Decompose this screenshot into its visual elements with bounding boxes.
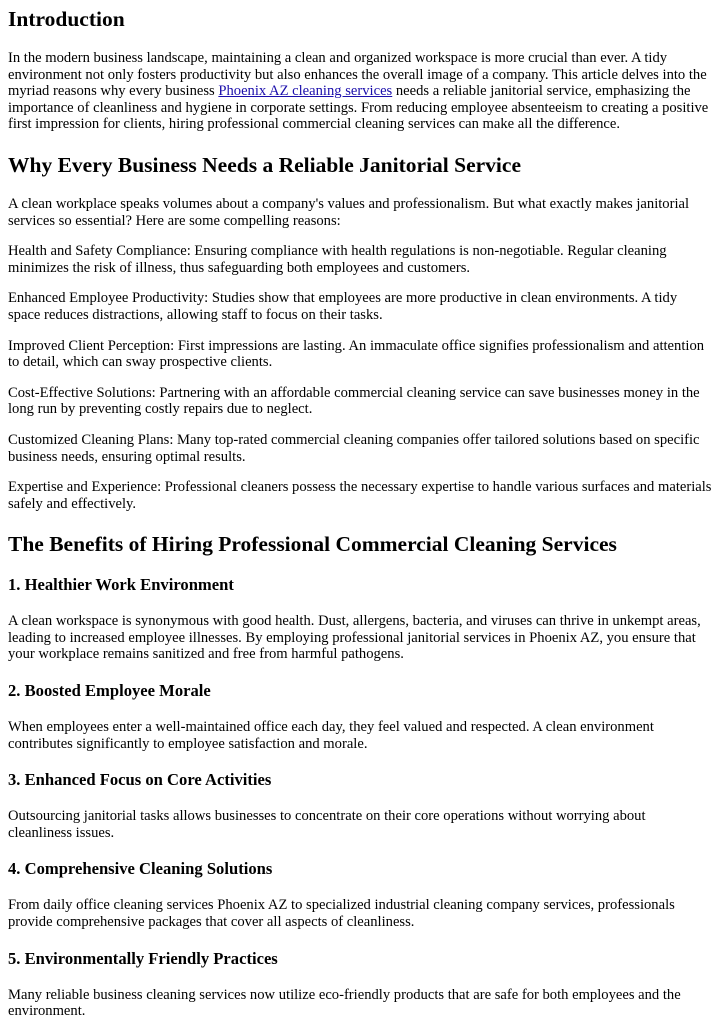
benefit-4-title: 4. Comprehensive Cleaning Solutions — [8, 859, 273, 879]
phoenix-cleaning-link[interactable]: Phoenix AZ cleaning services — [218, 83, 393, 100]
reason-cost-effective: Cost-Effective Solutions: Partnering with an affordable commercial cleaning service can save businesses money in the long run by preventing costly repairs due to neglect. — [8, 384, 700, 418]
intro-text-after-link: needs a reliable janitorial service, emphasizing the importance of cleanliness and hygiene in corporate settings. From reducing employee absenteeism to creating a positive first impression for clients, hiring professional commercial cleaning services can make all the difference. — [8, 83, 709, 133]
reason-expertise: Expertise and Experience: Professional cleaners possess the necessary expertise to handle various surfaces and materials safely and effectively. — [8, 479, 712, 512]
benefit-5-title: 5. Environmentally Friendly Practices — [8, 948, 278, 968]
reason-client-perception: Improved Client Perception: First impressions are lasting. An immaculate office signifies professionalism and attention to detail, which can sway prospective clients. — [8, 337, 705, 371]
benefit-1-title: 1. Healthier Work Environment — [8, 575, 234, 595]
benefit-5-text: Many reliable business cleaning services now utilize eco-friendly products that are safe for both employees and the environment. — [8, 986, 681, 1020]
reason-health-safety: Health and Safety Compliance: Ensuring compliance with health regulations is non-negotiable. Regular cleaning minimizes the risk of illness, thus safeguarding both employees and customers. — [8, 243, 667, 276]
heading-why-janitorial: Why Every Business Needs a Reliable Janitorial Service — [8, 152, 521, 177]
article — [0, 6, 720, 1020]
benefit-1-text: A clean workspace is synonymous with good health. Dust, allergens, bacteria, and viruses can thrive in unkempt areas, leading to increased employee illnesses. By employing professional janitorial services in Phoenix AZ, you ensure that your workplace remains sanitized and free from harmful pathogens. — [8, 613, 701, 663]
benefit-2-title: 2. Boosted Employee Morale — [8, 681, 211, 701]
heading-benefits: The Benefits of Hiring Professional Commercial Cleaning Services — [8, 532, 617, 557]
reason-customized-plans: Customized Cleaning Plans: Many top-rated commercial cleaning companies offer tailored solutions based on specific business needs, ensuring optimal results. — [8, 431, 700, 465]
intro-paragraph — [8, 50, 713, 133]
reason-productivity: Enhanced Employee Productivity: Studies show that employees are more productive in clean environments. A tidy space reduces distractions, allowing staff to focus on their tasks. — [8, 290, 678, 323]
why-lead-paragraph: A clean workplace speaks volumes about a company's values and professionalism. But what exactly makes janitorial services so essential? Here are some compelling reasons: — [8, 195, 690, 229]
benefit-2-text: When employees enter a well-maintained office each day, they feel valued and respected. A clean environment contributes significantly to employee satisfaction and morale. — [8, 719, 654, 752]
heading-introduction: Introduction — [8, 7, 125, 31]
benefit-3-text: Outsourcing janitorial tasks allows businesses to concentrate on their core operations without worrying about cleanliness issues. — [8, 808, 646, 841]
benefit-4-text: From daily office cleaning services Phoenix AZ to specialized industrial cleaning company services, professionals provide comprehensive packages that cover all aspects of cleanliness. — [8, 897, 675, 931]
benefit-3-title: 3. Enhanced Focus on Core Activities — [8, 770, 272, 790]
intro-text-before-link: In the modern business landscape, maintaining a clean and organized workspace is more crucial than ever. A tidy environment not only fosters productivity but also enhances the overall image of a company. This article delves into the myriad reasons why every business — [8, 50, 707, 100]
